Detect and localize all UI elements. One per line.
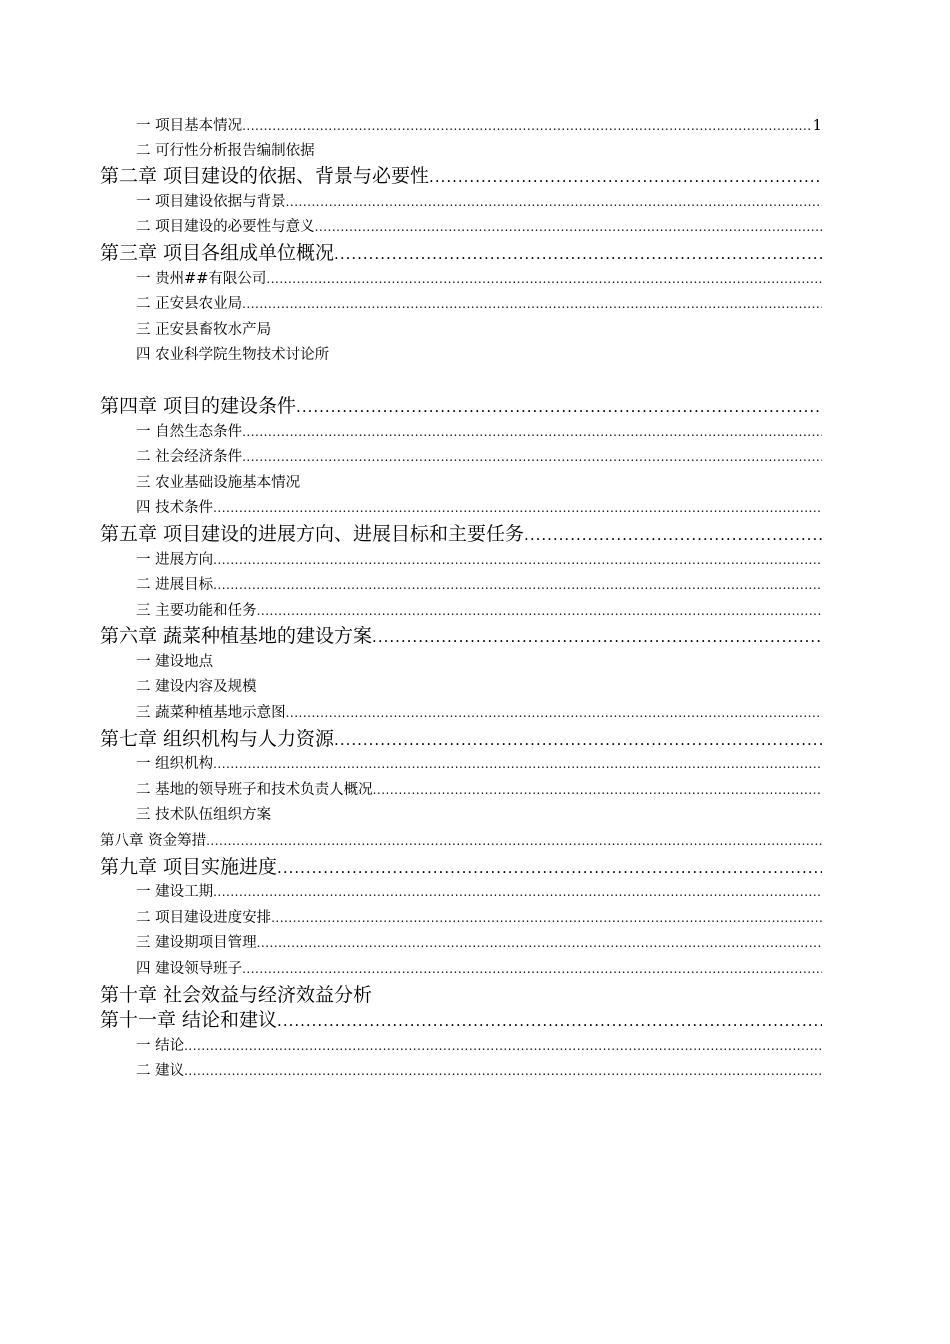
toc-dot-leader (266, 267, 822, 293)
toc-section-entry[interactable] (100, 318, 822, 344)
toc-page-number: 1 (812, 116, 822, 134)
toc-section-entry[interactable] (100, 267, 822, 293)
toc-entry-title: 四 农业科学院生物技术讨论所 (136, 347, 330, 364)
toc-entry-title: 二 基地的领导班子和技术负责人概况 (136, 781, 373, 798)
toc-section-entry[interactable] (100, 1034, 822, 1060)
toc-chapter-entry[interactable] (100, 624, 822, 650)
table-of-contents (100, 113, 822, 1085)
toc-section-entry[interactable] (100, 215, 822, 241)
toc-entry-title: 一 建设地点 (136, 653, 214, 670)
toc-chapter-entry[interactable] (100, 829, 822, 855)
toc-section-entry[interactable] (100, 573, 822, 599)
toc-entry-title: 二 可行性分析报告编制依据 (136, 142, 315, 159)
toc-section-entry[interactable] (100, 650, 822, 676)
toc-dot-leader (524, 523, 822, 548)
toc-section-entry[interactable] (100, 420, 822, 446)
toc-dot-leader (184, 1059, 822, 1085)
toc-entry-title: 二 建议 (136, 1063, 185, 1080)
toc-chapter-entry[interactable] (100, 394, 822, 420)
toc-chapter-entry[interactable] (100, 1008, 822, 1034)
toc-dot-leader (257, 931, 822, 957)
toc-dot-leader (429, 165, 822, 190)
toc-section-entry[interactable] (100, 931, 822, 957)
toc-entry-title: 第四章 项目的建设条件 (100, 394, 297, 417)
toc-dot-leader (213, 880, 822, 906)
toc-entry-title: 三 蔬菜种植基地示意图 (136, 705, 286, 722)
toc-entry-title: 一 自然生态条件 (136, 423, 243, 440)
toc-entry-title: 一 结论 (136, 1037, 185, 1054)
toc-section-entry[interactable] (100, 139, 822, 165)
toc-entry-title: 一 组织机构 (136, 756, 214, 773)
toc-section-entry[interactable] (100, 957, 822, 983)
toc-dot-leader (315, 215, 822, 241)
toc-entry-title: 三 主要功能和任务 (136, 602, 257, 619)
toc-section-entry[interactable] (100, 906, 822, 932)
toc-chapter-entry[interactable] (100, 241, 822, 267)
toc-dot-leader (213, 548, 822, 574)
toc-entry-title: 三 农业基础设施基本情况 (136, 474, 301, 491)
toc-entry-title: 第九章 项目实施进度 (100, 855, 278, 878)
toc-entry-title: 第三章 项目各组成单位概况 (100, 241, 335, 264)
toc-entry-title: 一 项目基本情况 (136, 118, 243, 134)
toc-section-entry[interactable] (100, 471, 822, 497)
toc-entry-title: 二 项目建设的必要性与意义 (136, 219, 315, 236)
toc-dot-leader (373, 778, 822, 804)
toc-dot-leader (213, 573, 822, 599)
toc-dot-leader (334, 242, 822, 267)
toc-section-entry[interactable] (100, 113, 822, 139)
toc-chapter-entry[interactable] (100, 522, 822, 548)
toc-dot-leader (242, 114, 812, 139)
toc-section-entry[interactable] (100, 292, 822, 318)
toc-dot-leader (242, 420, 822, 446)
toc-section-entry[interactable] (100, 599, 822, 625)
toc-entry-title: 一 项目建设依据与背景 (136, 193, 286, 210)
toc-entry-title: 四 建设领导班子 (136, 961, 243, 977)
toc-dot-leader (257, 599, 822, 625)
toc-chapter-entry[interactable] (100, 164, 822, 190)
toc-entry-title: 二 社会经济条件 (136, 449, 243, 466)
toc-entry-title: 一 进展方向 (136, 551, 214, 568)
toc-entry-title: 一 建设工期 (136, 884, 214, 901)
toc-section-entry[interactable] (100, 778, 822, 804)
toc-dot-leader (372, 625, 822, 650)
toc-entry-title: 第十一章 结论和建议 (100, 1009, 278, 1032)
toc-section-entry[interactable] (100, 701, 822, 727)
toc-dot-leader (213, 496, 822, 522)
toc-entry-title: 四 技术条件 (136, 500, 214, 517)
toc-dot-leader (184, 1034, 822, 1060)
toc-chapter-entry[interactable] (100, 855, 822, 881)
toc-section-entry[interactable] (100, 445, 822, 471)
toc-dot-leader (242, 957, 822, 983)
toc-dot-leader (286, 701, 822, 727)
toc-dot-leader (242, 292, 822, 318)
toc-entry-title: 一 贵州##有限公司 (136, 270, 267, 287)
toc-entry-title: 二 正安县农业局 (136, 296, 243, 313)
toc-section-entry[interactable] (100, 880, 822, 906)
toc-section-entry[interactable] (100, 1059, 822, 1085)
toc-dot-leader (334, 728, 822, 753)
toc-dot-leader (296, 395, 822, 420)
toc-section-entry[interactable] (100, 675, 822, 701)
toc-entry-title: 第七章 组织机构与人力资源 (100, 727, 335, 750)
toc-chapter-entry[interactable] (100, 727, 822, 753)
toc-entry-title: 三 技术队伍组织方案 (136, 807, 272, 824)
toc-chapter-entry[interactable] (100, 983, 822, 1009)
toc-section-entry[interactable] (100, 752, 822, 778)
toc-dot-leader (286, 190, 822, 216)
toc-entry-title: 二 项目建设进度安排 (136, 909, 272, 926)
toc-entry-title: 第六章 蔬菜种植基地的建设方案 (100, 625, 373, 648)
toc-entry-title: 第八章 资金筹措 (100, 833, 207, 850)
toc-entry-title: 第十章 社会效益与经济效益分析 (100, 983, 373, 1006)
toc-entry-title: 第二章 项目建设的依据、背景与必要性 (100, 165, 430, 188)
toc-entry-title: 三 建设期项目管理 (136, 935, 257, 952)
toc-entry-title: 三 正安县畜牧水产局 (136, 321, 272, 338)
toc-entry-title: 二 建设内容及规模 (136, 679, 257, 696)
toc-section-entry[interactable] (100, 343, 822, 369)
toc-dot-leader (271, 906, 822, 932)
toc-section-entry[interactable] (100, 190, 822, 216)
toc-dot-leader (213, 752, 822, 778)
toc-entry-title: 二 进展目标 (136, 577, 214, 594)
toc-section-entry[interactable] (100, 548, 822, 574)
toc-section-entry[interactable] (100, 496, 822, 522)
toc-dot-leader (277, 1009, 822, 1034)
toc-dot-leader (242, 445, 822, 471)
toc-section-entry[interactable] (100, 803, 822, 829)
toc-entry-title: 第五章 项目建设的进展方向、进展目标和主要任务 (100, 522, 525, 545)
toc-dot-leader (206, 829, 822, 855)
toc-dot-leader (277, 856, 822, 881)
